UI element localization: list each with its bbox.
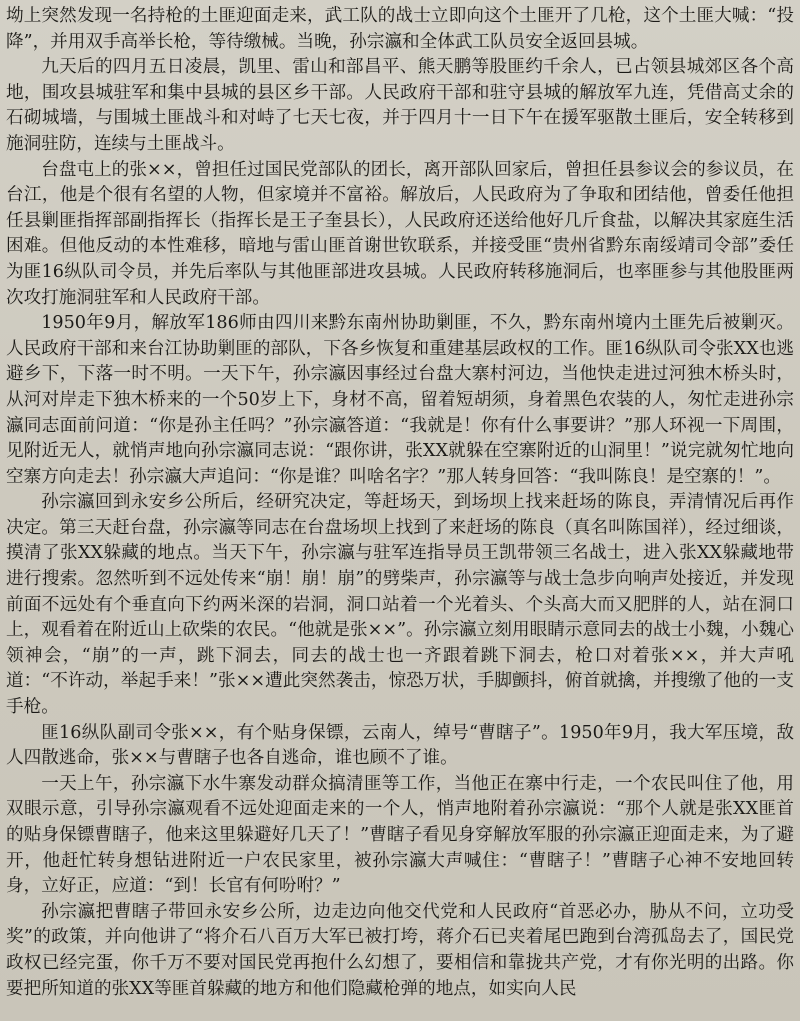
paragraph-7: 一天上午，孙宗瀛下水牛寨发动群众搞清匪等工作，当他正在寨中行走，一个农民叫住了他，用双眼示意，引导孙宗瀛观看不远处迎面走来的一个人，悄声地附着孙宗瀛说：“那个人就是张XX匪首的贴身保镖曹瞎子，他来这里躲避好几天了！”曹瞎子看见身穿解放军服的孙宗瀛正迎面走来，为了避开，他赶忙转身想钻进附近一户农民家里，被孙宗瀛大声喊住：“曹瞎子！”曹瞎子心神不安地回转身，立好正，应道：“到！长官有何吩咐？”	[6, 773, 794, 897]
paragraph-8: 孙宗瀛把曹瞎子带回永安乡公所，边走边向他交代党和人民政府“首恶必办，胁从不问，立功受奖”的政策，并向他讲了“将介石八百万大军已被打垮，蒋介石已夹着尾巴跑到台湾孤岛去了，国民党政权已经完蛋，你千万不要对国民党再抱什么幻想了，要相信和靠拢共产党，才有你光明的出路。你要把所知道的张XX等匪首躲藏的地方和他们隐藏枪弹的地点，如实向人民	[6, 901, 794, 999]
paragraph-2: 九天后的四月五日凌晨，凯里、雷山和部昌平、熊天鹏等股匪约千余人，已占领县城郊区各个高地，围攻县城驻军和集中县城的县区乡干部。人民政府干部和驻守县城的解放军九连，凭借高丈余的石砌城墙，与围城土匪战斗和对峙了七天七夜，并于四月十一日下午在援军驱散土匪后，安全转移到施洞驻防，连续与土匪战斗。	[6, 57, 794, 154]
paragraph-6: 匪16纵队副司令张××，有个贴身保镖，云南人，绰号“曹瞎子”。1950年9月，我大军压境，敌人四散逃命，张××与曹瞎子也各自逃命，谁也顾不了谁。	[6, 722, 794, 769]
paragraph-5: 孙宗瀛回到永安乡公所后，经研究决定，等赶场天，到场坝上找来赶场的陈良，弄清情况后再作决定。第三天赶台盘，孙宗瀛等同志在台盘场坝上找到了来赶场的陈良（真名叫陈国祥），经过细谈，摸清了张XX躲藏的地点。当天下午，孙宗瀛与驻军连指导员王凯带领三名战士，进入张XX躲藏地带进行搜索。忽然听到不远处传来“崩！崩！崩”的劈柴声，孙宗瀛等与战士急步向响声处接近，并发现前面不远处有个垂直向下约两米深的岩洞，洞口站着一个光着头、个头高大而又肥胖的人，站在洞口上，观看着在附近山上砍柴的农民。“他就是张××”。孙宗瀛立刻用眼睛示意同去的战士小魏，小魏心领神会，“崩”的一声，跳下洞去，同去的战士也一齐跟着跳下洞去，枪口对着张××，并大声吼道：“不许动，举起手来！”张××遭此突然袭击，惊恐万状，手脚颤抖，俯首就擒，并搜缴了他的一支手枪。	[6, 492, 794, 718]
paragraph-4: 1950年9月，解放军186师由四川来黔东南州协助剿匪，不久，黔东南州境内土匪先后被剿灭。人民政府干部和来台江协助剿匪的部队，下各乡恢复和重建基层政权的工作。匪16纵队司令张XX也逃避乡下，下落一时不明。一天下午，孙宗瀛因事经过台盘大寨村河边，当他快走进过河独木桥头时，从河对岸走下独木桥来的一个50岁上下，身材不高，留着短胡须，身着黑色农装的人，匆忙走进孙宗瀛同志面前问道：“你是孙主任吗？”孙宗瀛答道：“我就是！你有什么事要讲？”那人环视一下周围，见附近无人，就悄声地向孙宗瀛同志说：“跟你讲，张XX就躲在空寨附近的山洞里！”说完就匆忙地向空寨方向走去！孙宗瀛大声追问：“你是谁？叫啥名字？”那人转身回答：“我叫陈良！是空寨的！”。	[6, 313, 794, 487]
paragraph-3: 台盘屯上的张××，曾担任过国民党部队的团长，离开部队回家后，曾担任县参议会的参议员，在台江，他是个很有名望的人物，但家境并不富裕。解放后，人民政府为了争取和团结他，曾委任他担任县剿匪指挥部副指挥长（指挥长是王子奎县长），人民政府还送给他好几斤食盐，以解决其家庭生活困难。但他反动的本性难移，暗地与雷山匪首谢世钦联系，并接受匪“贵州省黔东南绥靖司令部”委任为匪16纵队司令员，并先后率队与其他匪部进攻县城。人民政府转移施洞后，也率匪参与其他股匪两次攻打施洞驻军和人民政府干部。	[6, 159, 794, 308]
paragraph-1: 坳上突然发现一名持枪的土匪迎面走来，武工队的战士立即向这个土匪开了几枪，这个土匪大喊：“投降”，并用双手高举长枪，等待缴械。当晚，孙宗瀛和全体武工队员安全返回县城。	[6, 6, 794, 52]
